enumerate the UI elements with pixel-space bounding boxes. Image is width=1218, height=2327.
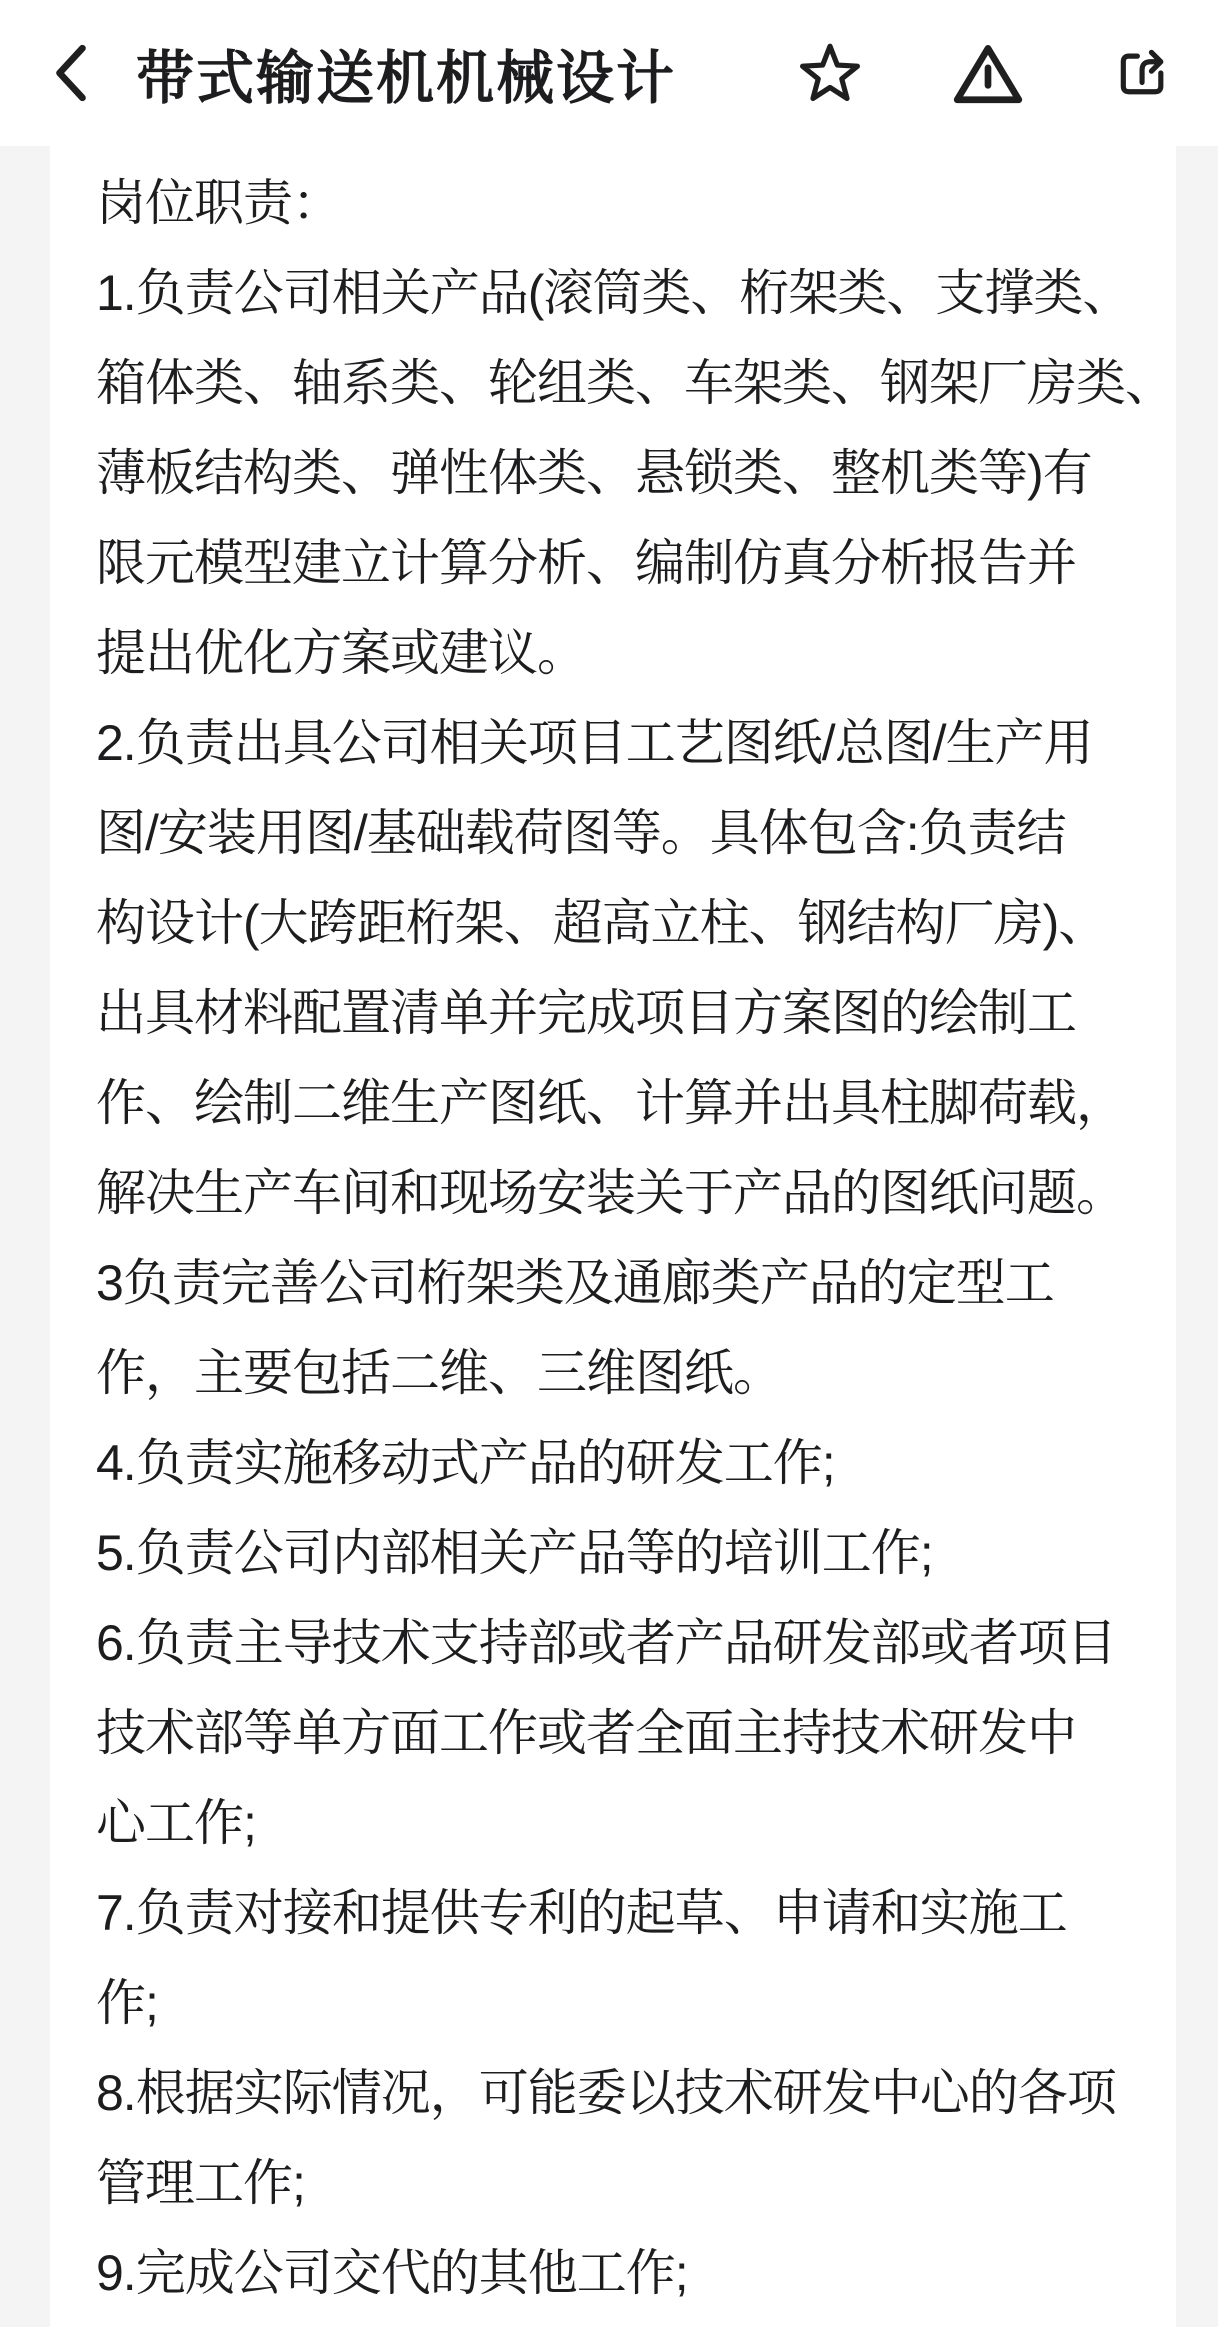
text-line: 限元模型建立计算分析、编制仿真分析报告并 [96,535,1076,591]
text-line: 岗位职责： [96,175,341,231]
warning-triangle-icon [951,40,1025,106]
favorite-button[interactable] [797,40,863,106]
text-line: 作，主要包括二维、三维图纸。 [96,1345,782,1401]
text-line: 提出优化方案或建议。 [96,625,586,681]
text-line: 技术部等单方面工作或者全面主持技术研发中 [96,1705,1076,1761]
report-button[interactable] [951,40,1025,106]
share-arrow-icon [1113,43,1173,103]
chevron-left-icon [50,42,92,104]
text-line: 9.完成公司交代的其他工作; [96,2245,688,2301]
navbar [0,0,1218,146]
text-line: 2.负责出具公司相关项目工艺图纸/总图/生产用 [96,715,1093,771]
text-line: 5.负责公司内部相关产品等的培训工作; [96,1525,933,1581]
text-line: 图/安装用图/基础载荷图等。具体包含:负责结 [96,805,1066,861]
share-button[interactable] [1113,43,1173,103]
text-line: 4.负责实施移动式产品的研发工作; [96,1435,835,1491]
content-area[interactable] [0,146,1218,2327]
text-line: 7.负责对接和提供专利的起草、申请和实施工 [96,1885,1067,1941]
text-line: 作、绘制二维生产图纸、计算并出具柱脚荷载， [96,1075,1125,1131]
star-icon [797,40,863,106]
text-line: 出具材料配置清单并完成项目方案图的绘制工 [96,985,1076,1041]
text-line: 心工作; [96,1795,256,1851]
navbar-actions [797,40,1173,106]
job-description-text [96,158,1174,2318]
job-description-card [50,146,1176,2327]
text-line: 8.根据实际情况，可能委以技术研发中心的各项 [96,2065,1116,2121]
back-button[interactable] [48,41,94,105]
text-line: 3负责完善公司桁架类及通廊类产品的定型工 [96,1255,1054,1311]
text-line: 管理工作; [96,2155,305,2211]
text-line: 1.负责公司相关产品(滚筒类、桁架类、支撑类、 [96,265,1132,321]
page-title: 带式输送机机械设计 [136,46,677,111]
text-line: 解决生产车间和现场安装关于产品的图纸问题。 [96,1165,1125,1221]
text-line: 6.负责主导技术支持部或者产品研发部或者项目 [96,1615,1116,1671]
text-line: 箱体类、轴系类、轮组类、车架类、钢架厂房类、 [96,355,1174,411]
text-line: 薄板结构类、弹性体类、悬锁类、整机类等)有 [96,445,1092,501]
text-line: 构设计(大跨距桁架、超高立柱、钢结构厂房)、 [96,895,1108,951]
text-line: 作; [96,1975,158,2031]
